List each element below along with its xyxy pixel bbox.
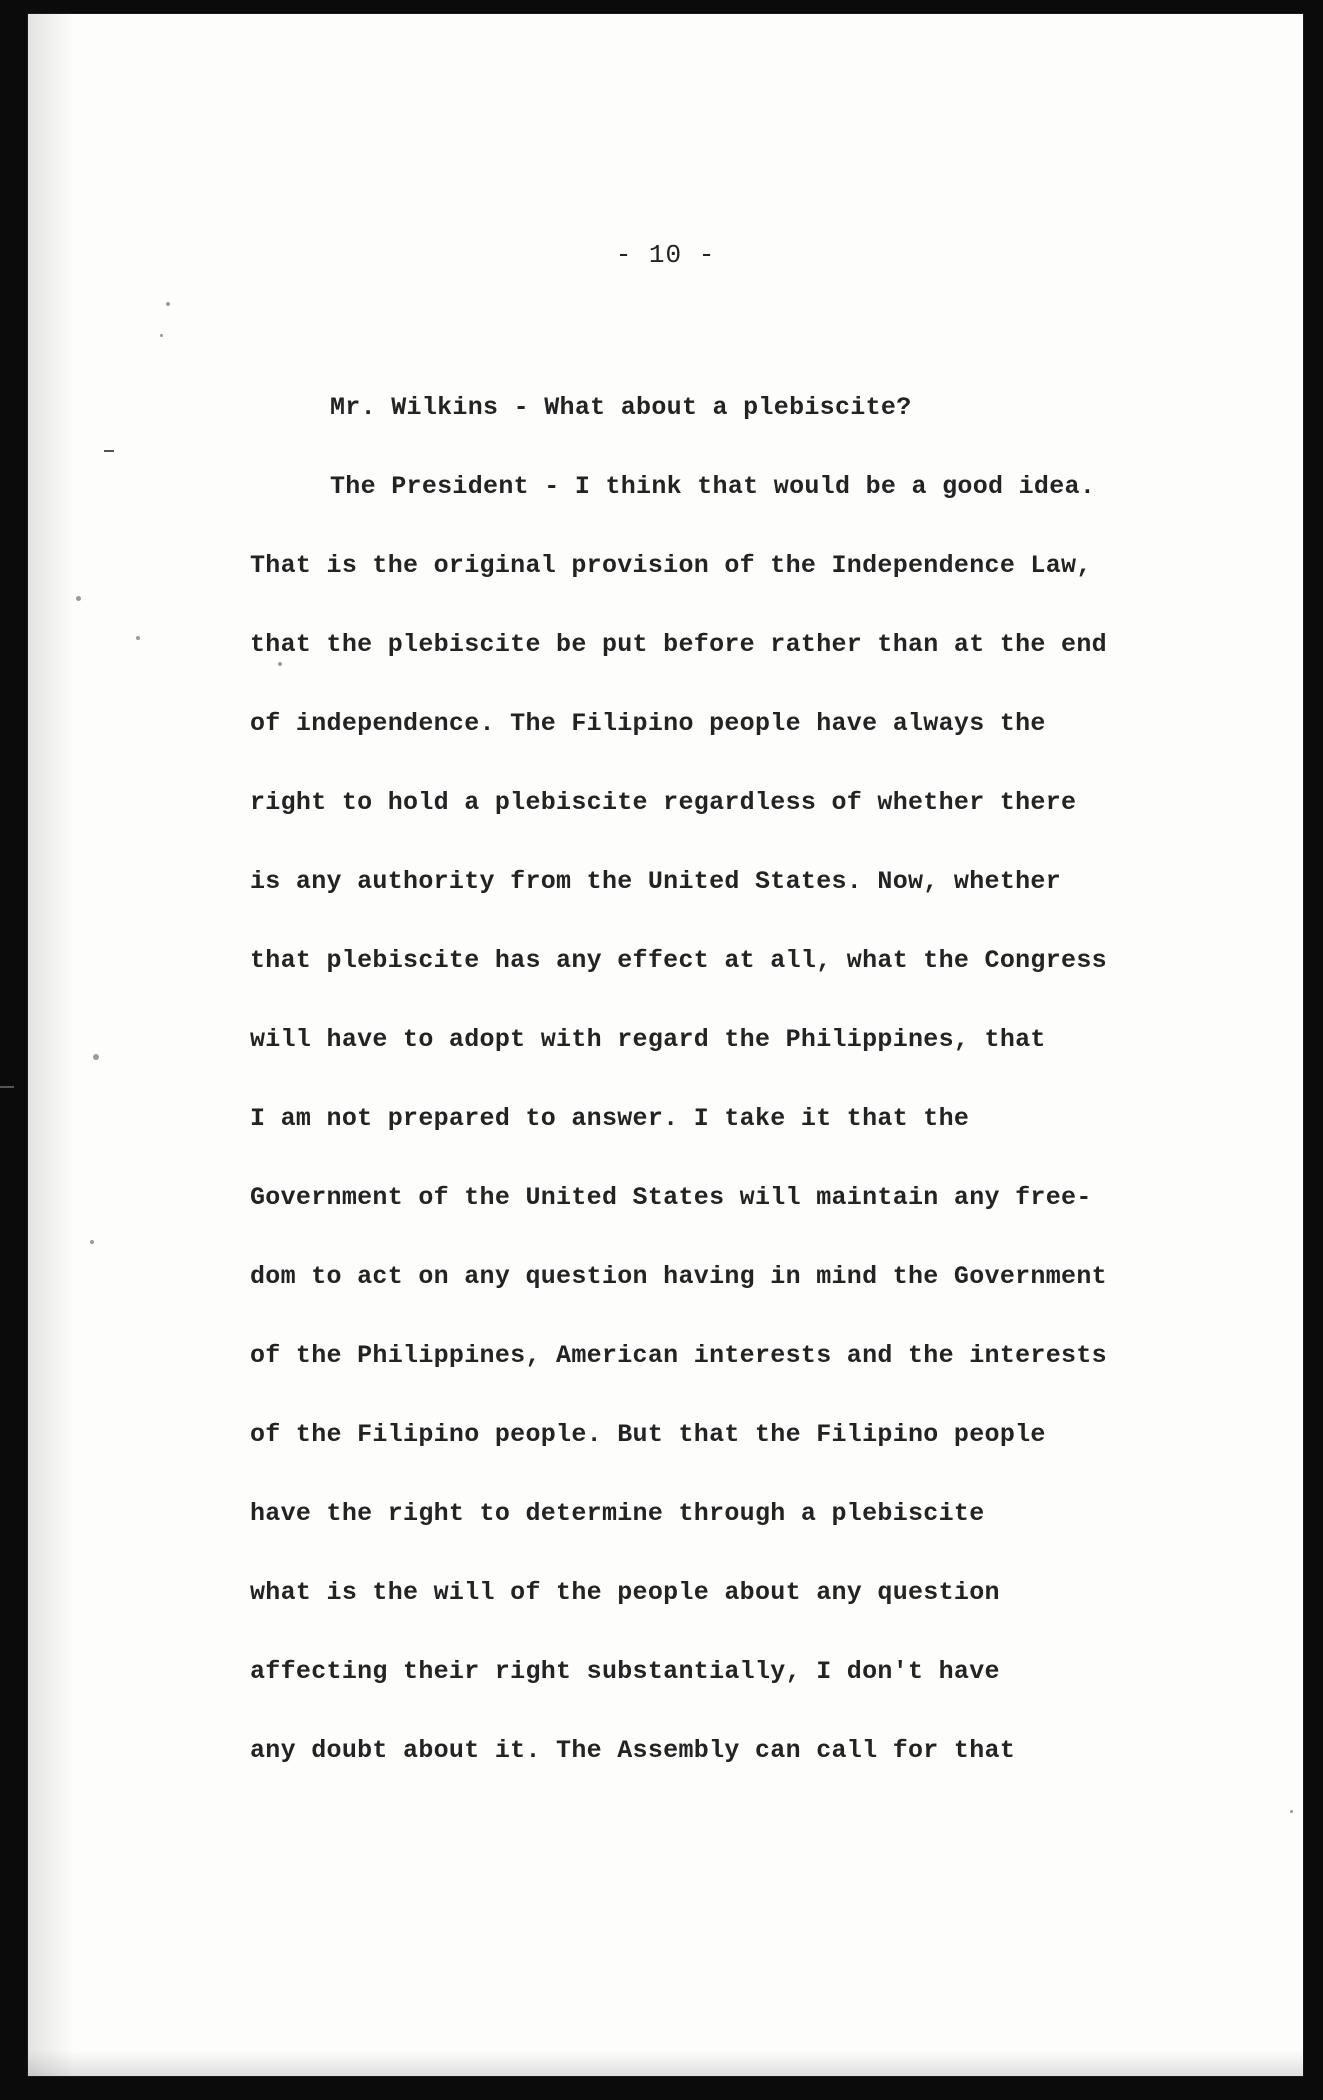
text-line: of the Filipino people. But that the Filipino people bbox=[250, 1420, 1046, 1449]
text-line: is any authority from the United States. Now, whether bbox=[250, 867, 1062, 896]
transcript-body bbox=[250, 368, 1180, 1790]
left-edge-shadow bbox=[28, 14, 74, 2076]
text-line: will have to adopt with regard the Philippines, that bbox=[250, 1025, 1046, 1054]
text-line: dom to act on any question having in mind the Government bbox=[250, 1262, 1107, 1291]
text-line: have the right to determine through a plebiscite bbox=[250, 1499, 985, 1528]
text-line: affecting their right substantially, I don't have bbox=[250, 1657, 1000, 1686]
bottom-edge-shadow bbox=[28, 2050, 1303, 2076]
text-line: of independence. The Filipino people have always the bbox=[250, 709, 1046, 738]
scan-speck bbox=[1290, 1810, 1293, 1813]
scan-speck bbox=[90, 1240, 94, 1244]
scan-speck bbox=[93, 1054, 99, 1060]
text-line: The President - I think that would be a good idea. bbox=[330, 472, 1096, 501]
scan-mark bbox=[0, 1086, 14, 1088]
text-line: that plebiscite has any effect at all, what the Congress bbox=[250, 946, 1107, 975]
text-line: Mr. Wilkins - What about a plebiscite? bbox=[330, 393, 912, 422]
scan-mark bbox=[104, 450, 114, 452]
document-page bbox=[28, 14, 1303, 2076]
scan-speck bbox=[160, 334, 163, 337]
text-line: what is the will of the people about any question bbox=[250, 1578, 1000, 1607]
text-line: Government of the United States will maintain any free- bbox=[250, 1183, 1092, 1212]
text-line: of the Philippines, American interests and the interests bbox=[250, 1341, 1107, 1370]
text-line: That is the original provision of the Independence Law, bbox=[250, 551, 1092, 580]
scan-speck bbox=[136, 636, 140, 640]
text-line: right to hold a plebiscite regardless of whether there bbox=[250, 788, 1077, 817]
text-line: I am not prepared to answer. I take it that the bbox=[250, 1104, 970, 1133]
text-line: any doubt about it. The Assembly can call for that bbox=[250, 1736, 1016, 1765]
scan-speck bbox=[166, 302, 170, 306]
scan-speck bbox=[76, 596, 81, 601]
text-line: that the plebiscite be put before rather than at the end bbox=[250, 630, 1107, 659]
page-number: - 10 - bbox=[615, 240, 716, 270]
